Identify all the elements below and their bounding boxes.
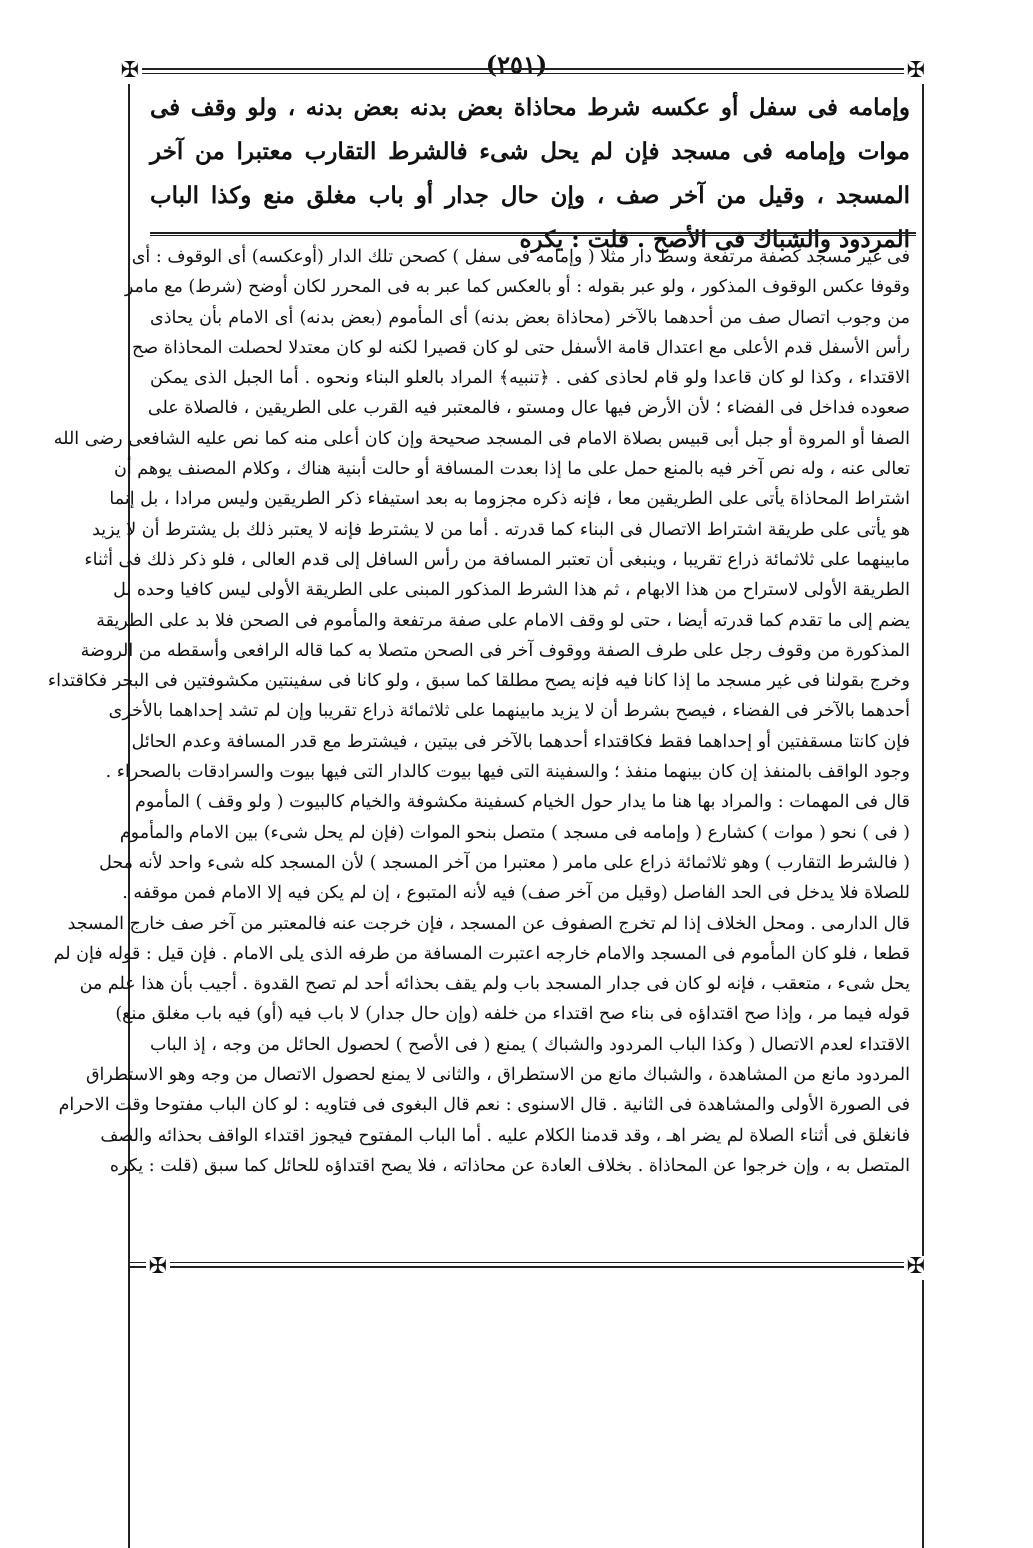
sharh-line: قال فى المهمات : والمراد بها هنا ما يدار حول الخيام كسفينة مكشوفة والخيام كالبيوت ( ولو وقف ) المأموم — [135, 792, 910, 813]
sharh-line: الصفا أو المروة أو جبل أبى قبيس بصلاة الامام فى المسجد صحيحة وإن كان أعلى منه كما نص عليه الشافعى رضى الله — [53, 428, 910, 449]
sharh-line: صعوده فداخل فى الفضاء ؛ لأن الأرض فيها عال ومستو ، فالمعتبر فيه القرب على الطريقين ، فالصلاة على — [147, 398, 910, 419]
top-border — [128, 68, 924, 74]
page-number: (٢٥١) — [485, 50, 548, 79]
sharh-line: المذكورة من وقوف رجل على طرف الصفة ووقوف آخر فى الصحن متصلا به كما قاله الرافعى وأسقطه من الروضة — [80, 640, 910, 661]
sharh-line: فى الصورة الأولى والمشاهدة فى الثانية . قال الاسنوى : نعم قال البغوى فى فتاويه : لو كان الباب مفتوحا وقت الاحرام — [58, 1095, 910, 1116]
sharh-line: الاقتداء لعدم الاتصال ( وكذا الباب المردود والشباك ) يمنع ( فى الأصح ) لحصول الحائل من وجه ، إذ الباب — [150, 1034, 910, 1055]
sharh-line: وخرج بقولنا فى غير مسجد ما إذا كانا فيه فإنه يصح مطلقا كما سبق ، ولو كانا فى سفينتين مكشوفتين فى البحر فكاقتداء — [47, 671, 910, 692]
sharh-line: قال الدارمى . ومحل الخلاف إذا لم تخرج الصفوف عن المسجد ، فإن خرجت عنه فالمعتبر من آخر صف خارج المسجد — [67, 913, 910, 934]
bottom-border — [128, 1262, 924, 1268]
sharh-line: أحدهما بالآخر فى الفضاء ، فيصح بشرط أن لا يزيد مابينهما على ثلاثمائة ذراع تقريبا وإن لم تشد إحداهما بالأخرى — [108, 701, 910, 722]
sharh-line: يضم إلى ما تقدم كما قدرته أيضا ، حتى لو وقف الامام على صفة مرتفعة والمأموم فى الصحن فلا بد على الطريقة — [96, 610, 910, 631]
sharh-line: مابينهما على ثلاثمائة ذراع تقريبا ، وينبغى أن تعتبر المسافة من رأس السافل إلى قدم العالى ، فلو ذكر ذلك فى أثناء — [84, 549, 910, 570]
section-separator — [150, 232, 916, 236]
corner-ornament-icon: ✠ — [118, 60, 142, 84]
sharh-line: للصلاة فلا يدخل فى الحد الفاصل (وقيل من آخر صف) فيه لأنه المتبوع ، إن لم يكن فيه إلا الامام فمن موقفه . — [122, 883, 910, 904]
sharh-line: من وجوب اتصال صف من أحدهما بالآخر (محاذاة بعض بدنه) أى المأموم (بعض بدنه) أى الامام بأن يحاذى — [150, 307, 910, 328]
sharh-line: ( فالشرط التقارب ) وهو ثلاثمائة ذراع على مامر ( معتبرا من آخر المسجد ) لأن المسجد كله شىء واحد لأنه محل — [99, 852, 910, 873]
sharh-line: يحل شىء ، متعقب ، فإنه لو كان فى جدار المسجد باب ولم يقف بحذائه أحد لم تصح القدوة . أجيب بأن هذا علم من — [79, 974, 910, 995]
sharh-line: المردود مانع من المشاهدة ، والشباك مانع من الاستطراق ، والثانى لا يمنع لحصول الاتصال من وجه وهو الاستطراق — [85, 1065, 910, 1086]
sharh-line: هو يأتى على طريقة اشتراط الاتصال فى البناء كما قدرته . أما من لا يشترط فإنه لا يعتبر ذلك بل يشترط أن لا يزيد — [92, 519, 910, 540]
sharh-line: الطريقة الأولى لاستراح من هذا الابهام ، ثم هذا الشرط المذكور المبنى على الطريقة الأولى ليس كافيا وحده بل — [113, 580, 910, 601]
sharh-line: فانغلق فى أثناء الصلاة لم يضر اهـ ، وقد قدمنا الكلام عليه . أما الباب المفتوح فيجوز اقتداء الواقف بحذائه والصف — [100, 1125, 910, 1146]
sharh-line: المتصل به ، وإن خرجوا عن المحاذاة . بخلاف العادة عن محاذاته ، فلا يصح اقتداؤه للحائل كما سبق (قلت : يكره — [109, 1155, 910, 1176]
corner-ornament-icon: ✠ — [904, 60, 928, 84]
matn-text: وإمامه فى سفل أو عكسه شرط محاذاة بعض بدنه بعض بدنه ، ولو وقف فى موات وإمامه فى مسجد فإن لم يحل شىء فالشرط التقارب معتبرا من آخر المسجد ، وقيل من آخر صف ، وإن حال جدار أو باب مغلق منع وكذا الباب المردود والشباك فى الأصح . قلت : يكره — [150, 94, 910, 253]
corner-ornament-icon: ✠ — [904, 1256, 928, 1280]
sharh-line: تعالى عنه ، وله نص آخر فيه بالمنع حمل على ما إذا بعدت المسافة أو حالت أبنية هناك ، وكلام المصنف يوهم أن — [113, 459, 910, 480]
corner-ornament-icon: ✠ — [146, 1256, 170, 1280]
sharh-line: قطعا ، فلو كان المأموم فى المسجد والامام خارجه اعتبرت المسافة من طرفه الذى يلى الامام . فإن قيل : قوله فإن لم — [53, 943, 910, 964]
sharh-commentary — [47, 242, 910, 1181]
sharh-line: فى غير مسجد كصفة مرتفعة وسط دار مثلا ( وإمامه فى سفل ) كصحن تلك الدار (أوعكسه) أى الوقوف : أى — [131, 247, 910, 267]
sharh-line: وقوفا عكس الوقوف المذكور ، ولو عبر بقوله : أو بالعكس كما عبر به فى المحرر لكان أوضح (شرط) مع مامر — [124, 277, 910, 298]
sharh-line: ( فى ) نحو ( موات ) كشارع ( وإمامه فى مسجد ) متصل بنحو الموات (فإن لم يحل شىء) بين الامام والمأموم — [119, 822, 910, 843]
sharh-line: وجود الواقف بالمنفذ إن كان بينهما منفذ ؛ والسفينة التى فيها بيوت كالدار التى فيها بيوت والسرادقات بالصحراء . — [105, 762, 910, 783]
sharh-line: رأس الأسفل قدم الأعلى مع اعتدال قامة الأسفل حتى لو كان قصيرا لكنه لو كان معتدلا لحصلت المحاذاة صح — [132, 337, 910, 358]
sharh-line: الاقتداء ، وكذا لو كان قاعدا ولو قام لحاذى كفى . ﴿تنبيه﴾ المراد بالعلو البناء ونحوه . أما الجبل الذى يمكن — [150, 368, 910, 389]
sharh-line: فإن كانتا مسقفتين أو إحداهما فقط فكاقتداء أحدهما بالآخر فى بيتين ، فيشترط مع قدر المسافة وعدم الحائل — [131, 731, 910, 752]
sharh-line: اشتراط المحاذاة يأتى على الطريقين معا ، فإنه ذكره مجزوما به بعد استيفاء ذكر الطريقين وليس مرادا ، بل إنما — [109, 489, 910, 510]
sharh-line: قوله فيما مر ، وإذا صح اقتداؤه فى بناء صح اقتداء من خلفه (وإن حال جدار) لا باب فيه (أو) فيه باب مغلق منع) — [115, 1004, 910, 1025]
